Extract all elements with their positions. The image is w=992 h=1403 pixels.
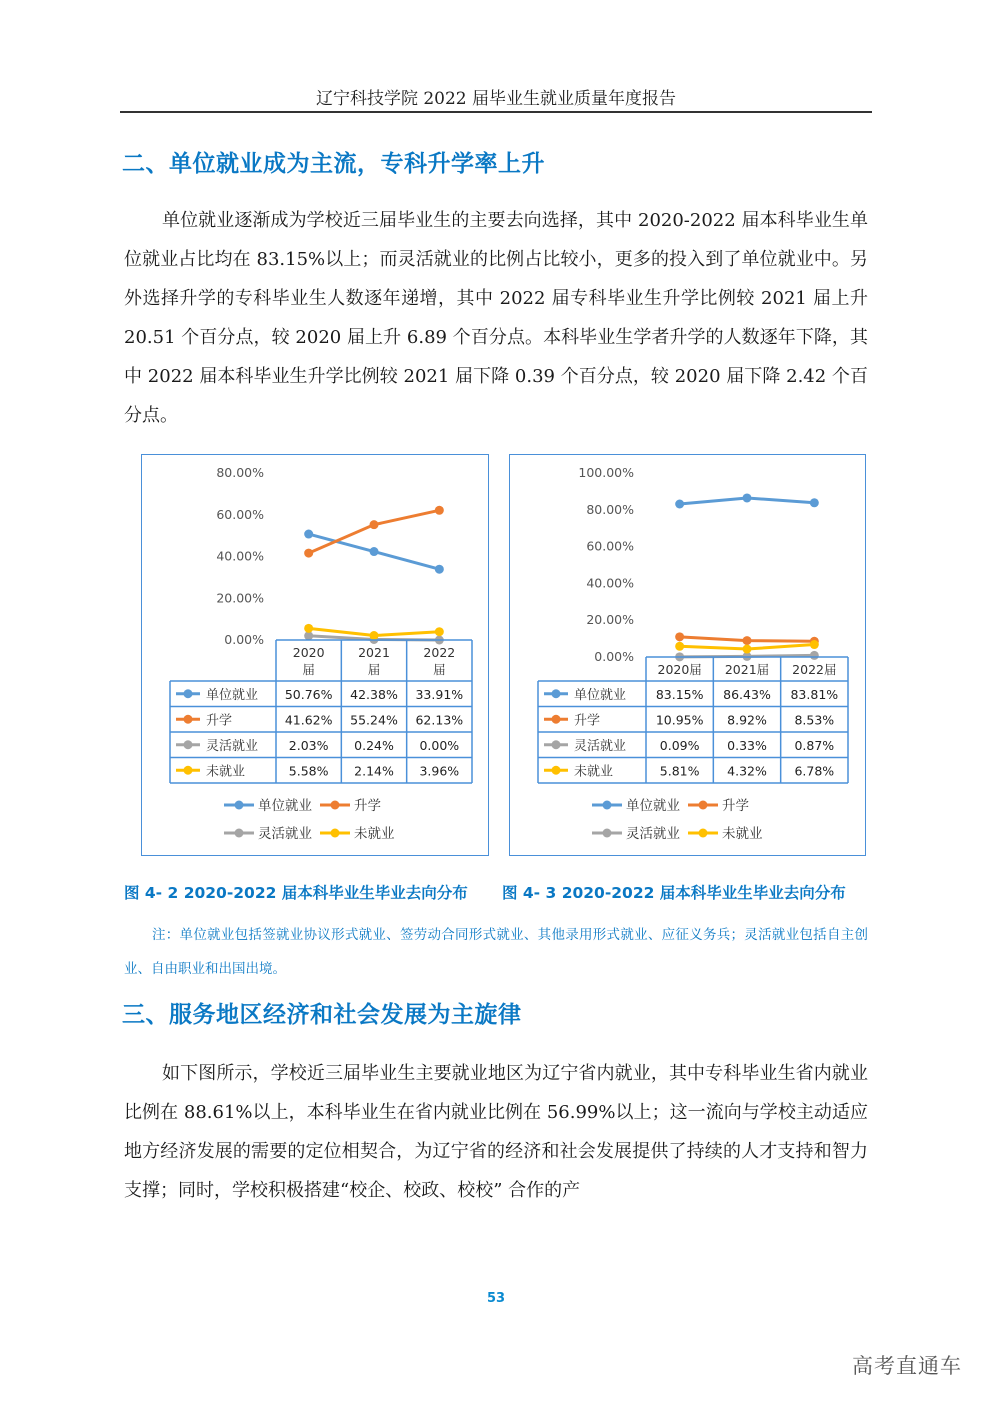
header-rule bbox=[120, 111, 872, 113]
left-chart-row-key-marker bbox=[184, 689, 193, 698]
right-chart-ytick-label: 60.00% bbox=[586, 538, 634, 554]
section-heading-2: 二、单位就业成为主流，专科升学率上升 bbox=[122, 151, 545, 177]
left-chart-series-point bbox=[370, 631, 379, 640]
left-chart-category-label: 2022 bbox=[423, 645, 456, 660]
left-chart-data-label: 2.03% bbox=[288, 737, 329, 753]
left-chart-legend-key-marker bbox=[331, 801, 340, 810]
left-chart-category-label: 届 bbox=[433, 662, 446, 677]
right-chart-row-series-name: 单位就业 bbox=[574, 687, 627, 703]
figure-note: 注：单位就业包括签就业协议形式就业、签劳动合同形式就业、其他录用形式就业、应征义务兵；灵活就业包括自主创业、自由职业和出国出境。 bbox=[124, 927, 868, 977]
right-chart-legend-key-marker bbox=[699, 829, 708, 838]
right-chart-ytick-label: 40.00% bbox=[586, 575, 634, 591]
section-heading-3: 三、服务地区经济和社会发展为主旋律 bbox=[122, 1002, 522, 1028]
left-chart-category-label: 2021 bbox=[358, 645, 390, 660]
right-chart-series-point bbox=[675, 642, 684, 651]
left-chart-series-point bbox=[435, 627, 444, 636]
left-chart-category-label: 届 bbox=[367, 662, 381, 677]
left-chart-series-point bbox=[304, 549, 313, 558]
right-chart-legend-label: 未就业 bbox=[722, 826, 763, 842]
left-chart-legend-label: 升学 bbox=[354, 798, 381, 814]
right-chart-row-key-marker bbox=[552, 766, 561, 775]
left-chart-data-label: 3.96% bbox=[419, 763, 460, 779]
left-chart-series-point bbox=[370, 520, 379, 529]
right-chart-data-label: 5.81% bbox=[659, 763, 700, 779]
right-chart-series-point bbox=[743, 645, 752, 654]
left-chart-ytick-label: 0.00% bbox=[224, 632, 264, 647]
right-chart-data-label: 8.92% bbox=[727, 712, 767, 728]
right-chart-data-label: 0.33% bbox=[727, 737, 767, 753]
left-chart-data-label: 41.62% bbox=[284, 712, 333, 728]
left-chart-row-key-marker bbox=[184, 766, 193, 775]
left-chart-row-series-name: 升学 bbox=[206, 713, 233, 729]
left-chart-series-point bbox=[435, 565, 444, 574]
right-chart-series-point bbox=[810, 498, 819, 507]
left-chart-row-series-name: 单位就业 bbox=[206, 687, 259, 703]
right-chart-data-label: 0.87% bbox=[794, 737, 835, 753]
left-chart-series-point bbox=[435, 506, 444, 515]
right-chart-category-label: 2020届 bbox=[657, 662, 702, 677]
left-chart-legend-key-marker bbox=[235, 829, 244, 838]
right-chart-legend-label: 升学 bbox=[722, 798, 749, 814]
chart-left bbox=[142, 455, 490, 857]
left-chart-data-label: 55.24% bbox=[350, 712, 398, 728]
right-chart-legend-key-marker bbox=[603, 801, 612, 810]
left-chart-row-series-name: 灵活就业 bbox=[206, 738, 259, 754]
running-header: 辽宁科技学院 2022 届毕业生就业质量年度报告 bbox=[315, 89, 677, 109]
right-chart-data-label: 86.43% bbox=[723, 686, 771, 702]
watermark-text: 高考直通车 bbox=[852, 1354, 962, 1378]
right-chart-row-key-marker bbox=[552, 715, 561, 724]
left-chart-category-label: 2020 bbox=[292, 645, 325, 660]
right-chart-legend-key-marker bbox=[699, 801, 708, 810]
right-chart-category-label: 2022届 bbox=[792, 662, 837, 677]
right-chart-ytick-label: 0.00% bbox=[594, 649, 634, 664]
section-2-paragraph: 单位就业逐渐成为学校近三届毕业生的主要去向选择，其中 2020-2022 届本科毕业生单位就业占比均在 83.15%以上；而灵活就业的比例占比较小，更多的投入到了单位就业中。另外选择升学的专科毕业生人数逐年递增，其中 2022 届专科毕业生升学比例较 2021 届上升 20.51 个百分点，较 2020 届上升 6.89 个百分点。本科毕业生学者升学的人数逐年下降，其中 2022 届本科毕业生升学比例较 2021 届下降 0.39 个百分点，较 2020 届下降 2.42 个百分点。 bbox=[124, 210, 868, 426]
left-chart-data-label: 33.91% bbox=[415, 686, 464, 702]
right-chart-legend-key-marker bbox=[603, 829, 612, 838]
right-chart-series-point bbox=[810, 640, 819, 649]
left-chart-series-point bbox=[370, 547, 379, 556]
right-chart-data-label: 10.95% bbox=[655, 712, 704, 728]
right-chart-row-series-name: 升学 bbox=[574, 713, 601, 729]
left-chart-row-series-name: 未就业 bbox=[206, 764, 246, 780]
left-chart-ytick-label: 80.00% bbox=[216, 465, 264, 480]
left-chart-data-label: 42.38% bbox=[350, 686, 398, 702]
left-chart-legend-label: 单位就业 bbox=[258, 798, 312, 814]
right-chart-series-point bbox=[810, 651, 819, 660]
left-chart-series-point bbox=[304, 530, 313, 539]
right-chart-row-key-marker bbox=[552, 689, 561, 698]
chart-right-frame bbox=[509, 454, 866, 856]
left-chart-data-label: 0.00% bbox=[419, 737, 460, 753]
left-chart-legend-label: 灵活就业 bbox=[258, 826, 312, 842]
section-3-paragraph: 如下图所示，学校近三届毕业生主要就业地区为辽宁省内就业，其中专科毕业生省内就业比例在 88.61%以上，本科毕业生在省内就业比例在 56.99%以上；这一流向与学校主动适应地方经济发展的需要的定位相契合，为辽宁省的经济和社会发展提供了持续的人才支持和智力支撑；同时，学校积极搭建“校企、校政、校校” 合作的产 bbox=[124, 1063, 868, 1201]
right-chart-ytick-label: 80.00% bbox=[586, 501, 634, 517]
right-chart-legend-label: 灵活就业 bbox=[626, 826, 680, 842]
right-chart-data-label: 6.78% bbox=[794, 763, 835, 779]
right-chart-data-label: 0.09% bbox=[659, 737, 700, 753]
left-chart-data-label: 2.14% bbox=[354, 763, 394, 779]
left-chart-series-line-1 bbox=[309, 510, 440, 553]
right-chart-ytick-label: 100.00% bbox=[578, 465, 634, 480]
right-chart-series-point bbox=[743, 636, 752, 645]
left-chart-ytick-label: 40.00% bbox=[216, 548, 264, 564]
left-chart-legend-key-marker bbox=[331, 829, 340, 838]
right-chart-row-series-name: 灵活就业 bbox=[574, 738, 627, 754]
left-chart-row-key-marker bbox=[184, 740, 193, 749]
chart-left-frame bbox=[141, 454, 489, 856]
left-chart-legend-label: 未就业 bbox=[354, 826, 395, 842]
left-chart-series-point bbox=[304, 624, 313, 633]
figure-caption-left: 图 4- 2 2020-2022 届本科毕业生毕业去向分布 bbox=[124, 884, 468, 902]
right-chart-data-label: 83.81% bbox=[790, 686, 839, 702]
right-chart-row-series-name: 未就业 bbox=[574, 764, 614, 780]
page-number: 53 bbox=[486, 1291, 506, 1306]
right-chart-series-point bbox=[675, 500, 684, 509]
right-chart-data-label: 8.53% bbox=[794, 712, 835, 728]
left-chart-data-label: 5.58% bbox=[288, 763, 329, 779]
left-chart-row-key-marker bbox=[184, 715, 193, 724]
left-chart-ytick-label: 20.00% bbox=[216, 590, 264, 606]
right-chart-row-key-marker bbox=[552, 740, 561, 749]
figure-caption-right: 图 4- 3 2020-2022 届本科毕业生毕业去向分布 bbox=[502, 884, 846, 902]
left-chart-category-label: 届 bbox=[302, 662, 315, 677]
right-chart-ytick-label: 20.00% bbox=[586, 612, 634, 628]
left-chart-data-label: 62.13% bbox=[415, 712, 464, 728]
right-chart-series-point bbox=[743, 493, 752, 502]
right-chart-category-label: 2021届 bbox=[724, 662, 770, 677]
left-chart-legend-key-marker bbox=[235, 801, 244, 810]
left-chart-ytick-label: 60.00% bbox=[216, 506, 264, 522]
left-chart-data-label: 50.76% bbox=[284, 686, 333, 702]
left-chart-data-label: 0.24% bbox=[354, 737, 394, 753]
right-chart-data-label: 4.32% bbox=[727, 763, 767, 779]
right-chart-series-point bbox=[675, 632, 684, 641]
chart-right bbox=[510, 455, 867, 857]
right-chart-data-label: 83.15% bbox=[655, 686, 704, 702]
right-chart-legend-label: 单位就业 bbox=[626, 798, 680, 814]
